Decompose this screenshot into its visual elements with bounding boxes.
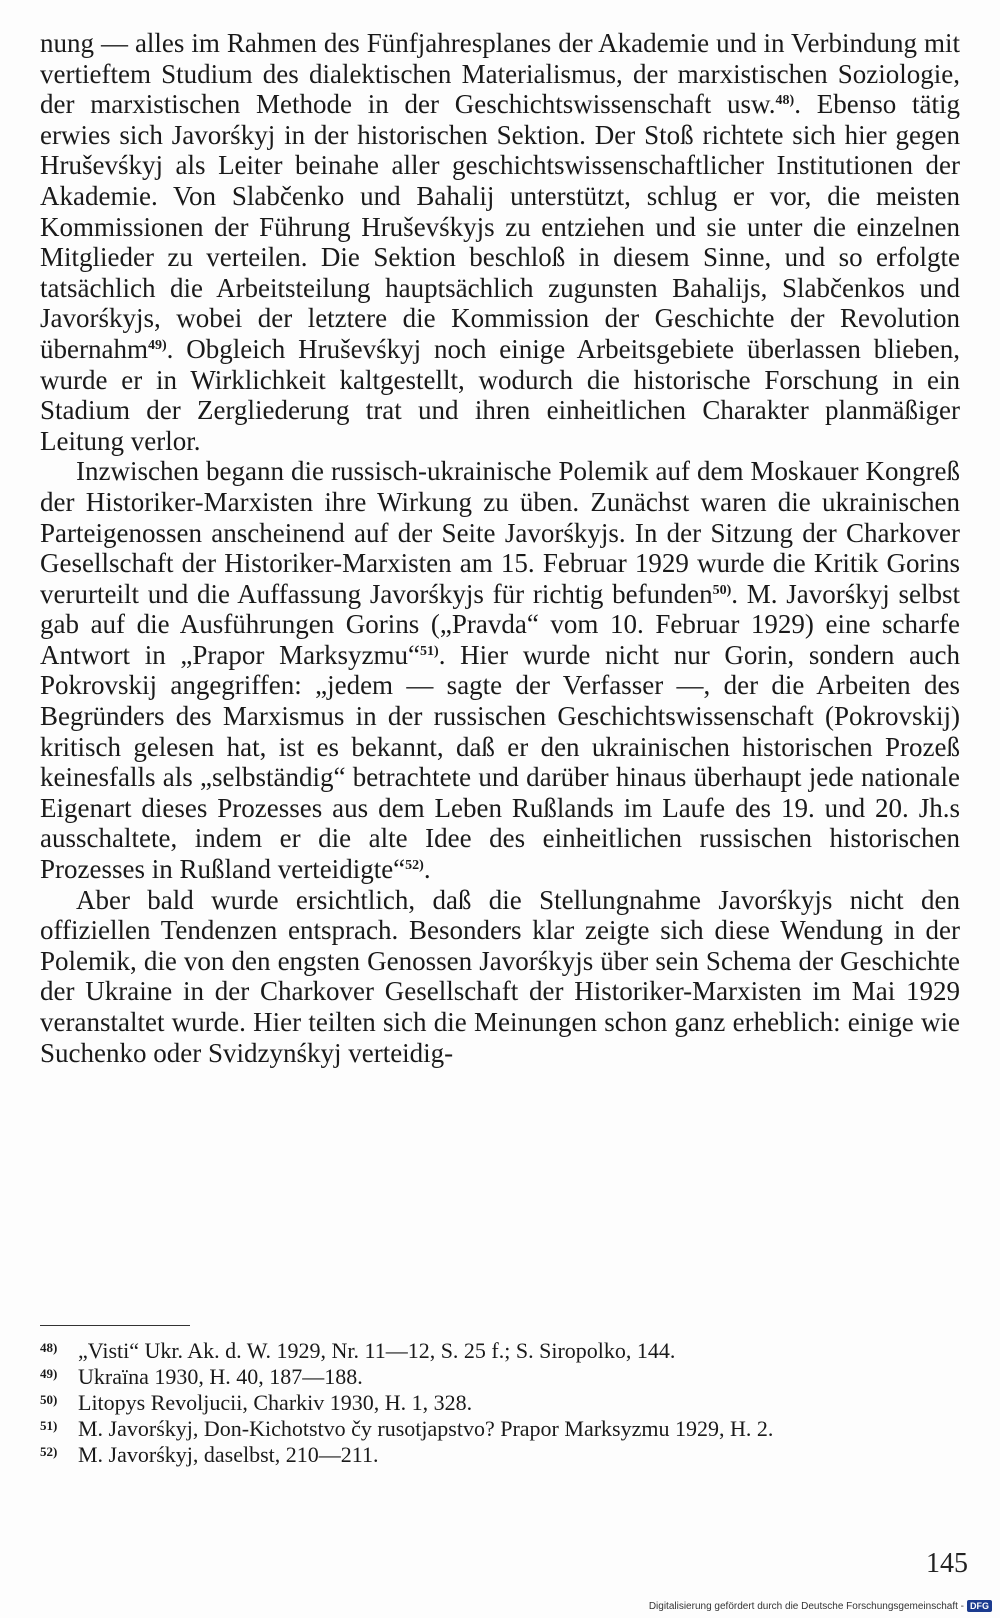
body-text bbox=[40, 28, 960, 1068]
footnote-ref: 50) bbox=[712, 582, 732, 598]
page-number: 145 bbox=[926, 1548, 968, 1579]
credit-text: Digitalisierung gefördert durch die Deutsche Forschungsgemeinschaft - bbox=[648, 1600, 964, 1612]
paragraph-text: . M. Javorśkyj selbst gab auf die Ausführungen Gorins („Pravda“ vom 10. Februar 1929) eine scharfe Antwort in „Prapor Marksyzmu“ bbox=[40, 578, 961, 670]
paragraph-text: . Hier wurde nicht nur Gorin, sondern auch Pokrovskij angegriffen: „jedem — sagte der Verfasser —, der die Arbeiten des Begründers des Marxismus in der russischen Geschichtswissenschaft (Pokrovskij) kritisch gelesen hat, ist es bekannt, daß er den ukrainischen historischen Prozeß keinesfalls als „selbständig“ betrachtete und darüber hinaus überhaupt jede nationale Eigenart dieses Prozesses aus dem Leben Rußlands im Laufe des 19. und 20. Jh.s ausschaltete, indem er die alte Idee des einheitlichen russischen historischen Prozesses in Rußland verteidigte“ bbox=[40, 639, 960, 885]
footnote: 51) M. Javorśkyj, Don-Kichotstvo čy rusotjapstvo? Prapor Marksyzmu 1929, H. 2. bbox=[40, 1416, 774, 1441]
paragraph-text: . Obgleich Hruševśkyj noch einige Arbeitsgebiete überlassen blieben, wurde er in Wirklichkeit kaltgestellt, wodurch die historische Forschung in ein Stadium der Zergliederung trat und ihren einheitlichen Charakter planmäßiger Leitung verlor. bbox=[40, 333, 960, 456]
footnotes bbox=[40, 1338, 960, 1468]
footnote-text: Litopys Revoljucii, Charkiv 1930, H. 1, 328. bbox=[78, 1390, 473, 1415]
paragraph bbox=[40, 456, 960, 884]
paragraph-text: . bbox=[423, 854, 431, 885]
footnote-text: M. Javorśkyj, daselbst, 210—211. bbox=[78, 1442, 379, 1467]
footnote-text: Ukraïna 1930, H. 40, 187—188. bbox=[78, 1364, 363, 1389]
footnote-ref: 51) bbox=[420, 643, 439, 659]
digitization-credit bbox=[649, 1600, 992, 1612]
footnote-separator bbox=[40, 1325, 190, 1326]
dfg-logo: DFG bbox=[967, 1600, 992, 1612]
paragraph-text: Aber bald wurde ersichtlich, daß die Stellungnahme Javorśkyjs nicht den offiziellen Tendenzen entsprach. Besonders klar zeigte sich diese Wendung in der Polemik, die von den engsten Genossen Javorśkyjs über sein Schema der Geschichte der Ukraine in der Charkover Gesellschaft der Historiker-Marxisten im Mai 1929 veranstaltet wurde. Hier teilten sich die Meinungen schon ganz erheblich: einige wie Suchenko oder Svidzynśkyj verteidig- bbox=[40, 884, 960, 1068]
footnote-text: „Visti“ Ukr. Ak. d. W. 1929, Nr. 11—12, S. 25 f.; S. Siropolko, 144. bbox=[78, 1338, 676, 1363]
footnote: 52) M. Javorśkyj, daselbst, 210—211. bbox=[40, 1442, 379, 1467]
paragraph bbox=[40, 28, 960, 456]
footnote-ref: 48) bbox=[775, 93, 795, 109]
footnote: 48) „Visti“ Ukr. Ak. d. W. 1929, Nr. 11—12, S. 25 f.; S. Siropolko, 144. bbox=[40, 1338, 676, 1363]
paragraph-text: . Ebenso tätig erwies sich Javorśkyj in der historischen Sektion. Der Stoß richtete sich hier gegen Hruševśkyj als Leiter beinahe aller geschichtswissenschaftlicher Institutionen der Akademie. Von Slabčenko und Bahalij unterstützt, schlug er vor, die meisten Kommissionen der Führung Hruševśkyjs zu entziehen und sie unter die einzelnen Mitglieder zu verteilen. Die Sektion beschloß in diesem Sinne, und so erfolgte tatsächlich die Arbeitsteilung hauptsächlich zugunsten Bahalijs, Slabčenkos und Javorśkyjs, wobei der letztere die Kommission der Geschichte der Revolution übernahm bbox=[40, 89, 960, 364]
paragraph bbox=[40, 885, 960, 1069]
footnote-text: M. Javorśkyj, Don-Kichotstvo čy rusotjapstvo? Prapor Marksyzmu 1929, H. 2. bbox=[78, 1416, 774, 1441]
footnote: 49) Ukraïna 1930, H. 40, 187—188. bbox=[40, 1364, 363, 1389]
footnote-ref: 52) bbox=[405, 858, 424, 874]
paragraph-text: Inzwischen begann die russisch-ukrainische Polemik auf dem Moskauer Kongreß der Historiker-Marxisten ihre Wirkung zu üben. Zunächst waren die ukrainischen Parteigenossen anscheinend auf der Seite Javorśkyjs. In der Sitzung der Charkover Gesellschaft der Historiker-Marxisten am 15. Februar 1929 wurde die Kritik Gorins verurteilt und die Auffassung Javorśkyjs für richtig befunden bbox=[40, 456, 960, 609]
footnote-ref: 49) bbox=[147, 337, 167, 353]
paragraph-text: nung — alles im Rahmen des Fünfjahresplanes der Akademie und in Verbindung mit vertieftem Studium des dialektischen Materialismus, der marxistischen Soziologie, der marxistischen Methode in der Geschichtswissenschaft usw. bbox=[40, 28, 960, 120]
footnote: 50) Litopys Revoljucii, Charkiv 1930, H. 1, 328. bbox=[40, 1390, 473, 1415]
